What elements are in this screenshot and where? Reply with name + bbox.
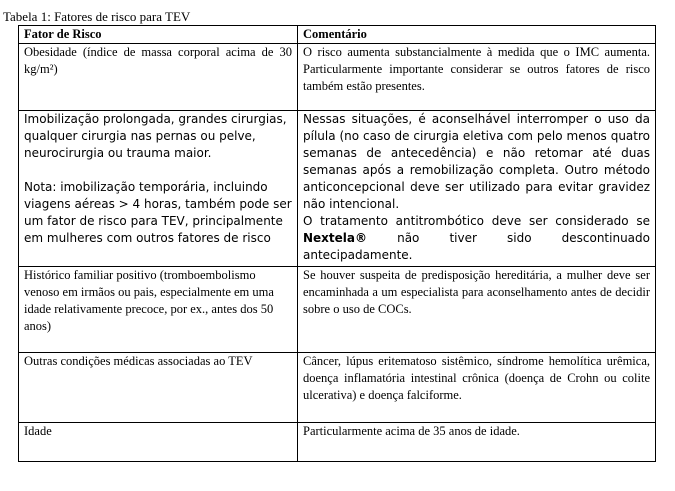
comment-cell — [298, 111, 656, 267]
comment-cell: Câncer, lúpus eritematoso sistêmico, síndrome hemolítica urêmica, doença inflamatória intestinal crônica (doença de Crohn ou colite ulcerativa) e doença falciforme. — [298, 353, 656, 423]
brand-name: Nextela® — [303, 231, 368, 245]
factor-cell: Idade — [19, 423, 298, 462]
comment-cell: O risco aumenta substancialmente à medida que o IMC aumenta. Particularmente importante considerar se outros fatores de risco também estão presentes. — [298, 44, 656, 111]
table-caption: Tabela 1: Fatores de risco para TEV — [3, 9, 191, 24]
comment-cell: Particularmente acima de 35 anos de idade. — [298, 423, 656, 462]
header-comment: Comentário — [298, 26, 656, 44]
factor-note: Nota: imobilização temporária, incluindo viagens aéreas > 4 horas, também pode ser um fator de risco para TEV, principalmente em mulheres com outros fatores de risco — [24, 180, 292, 245]
table-row — [19, 267, 656, 353]
comment-2-after: não tiver sido descontinuado antecipadamente. — [303, 231, 650, 262]
factor-cell: Histórico familiar positivo (tromboembolismo venoso em irmãos ou pais, especialmente em uma idade relativamente precoce, por ex., antes dos 50 anos) — [19, 267, 298, 353]
comment-2-before: O tratamento antitrombótico deve ser considerado se — [303, 214, 650, 228]
table-row — [19, 423, 656, 462]
comment-text-2 — [303, 213, 650, 264]
table-row — [19, 44, 656, 111]
factor-cell: Outras condições médicas associadas ao TEV — [19, 353, 298, 423]
table-row — [19, 111, 656, 267]
table-row — [19, 353, 656, 423]
table-header-row — [19, 26, 656, 44]
risk-factors-table — [18, 25, 656, 462]
header-factor: Fator de Risco — [19, 26, 298, 44]
factor-cell: Obesidade (índice de massa corporal acima de 30 kg/m²) — [19, 44, 298, 111]
factor-text: Imobilização prolongada, grandes cirurgias, qualquer cirurgia nas pernas ou pelve, neurocirurgia ou trauma maior. — [24, 112, 287, 160]
factor-cell — [19, 111, 298, 267]
comment-cell: Se houver suspeita de predisposição hereditária, a mulher deve ser encaminhada a um especialista para aconselhamento antes de decidir sobre o uso de COCs. — [298, 267, 656, 353]
comment-text: Nessas situações, é aconselhável interromper o uso da pílula (no caso de cirurgia eletiva com pelo menos quatro semanas de antecedência) e não retomar até duas semanas após a remobilização completa. Outro método anticoncepcional deve ser utilizado para evitar gravidez não intencional. — [303, 112, 650, 211]
